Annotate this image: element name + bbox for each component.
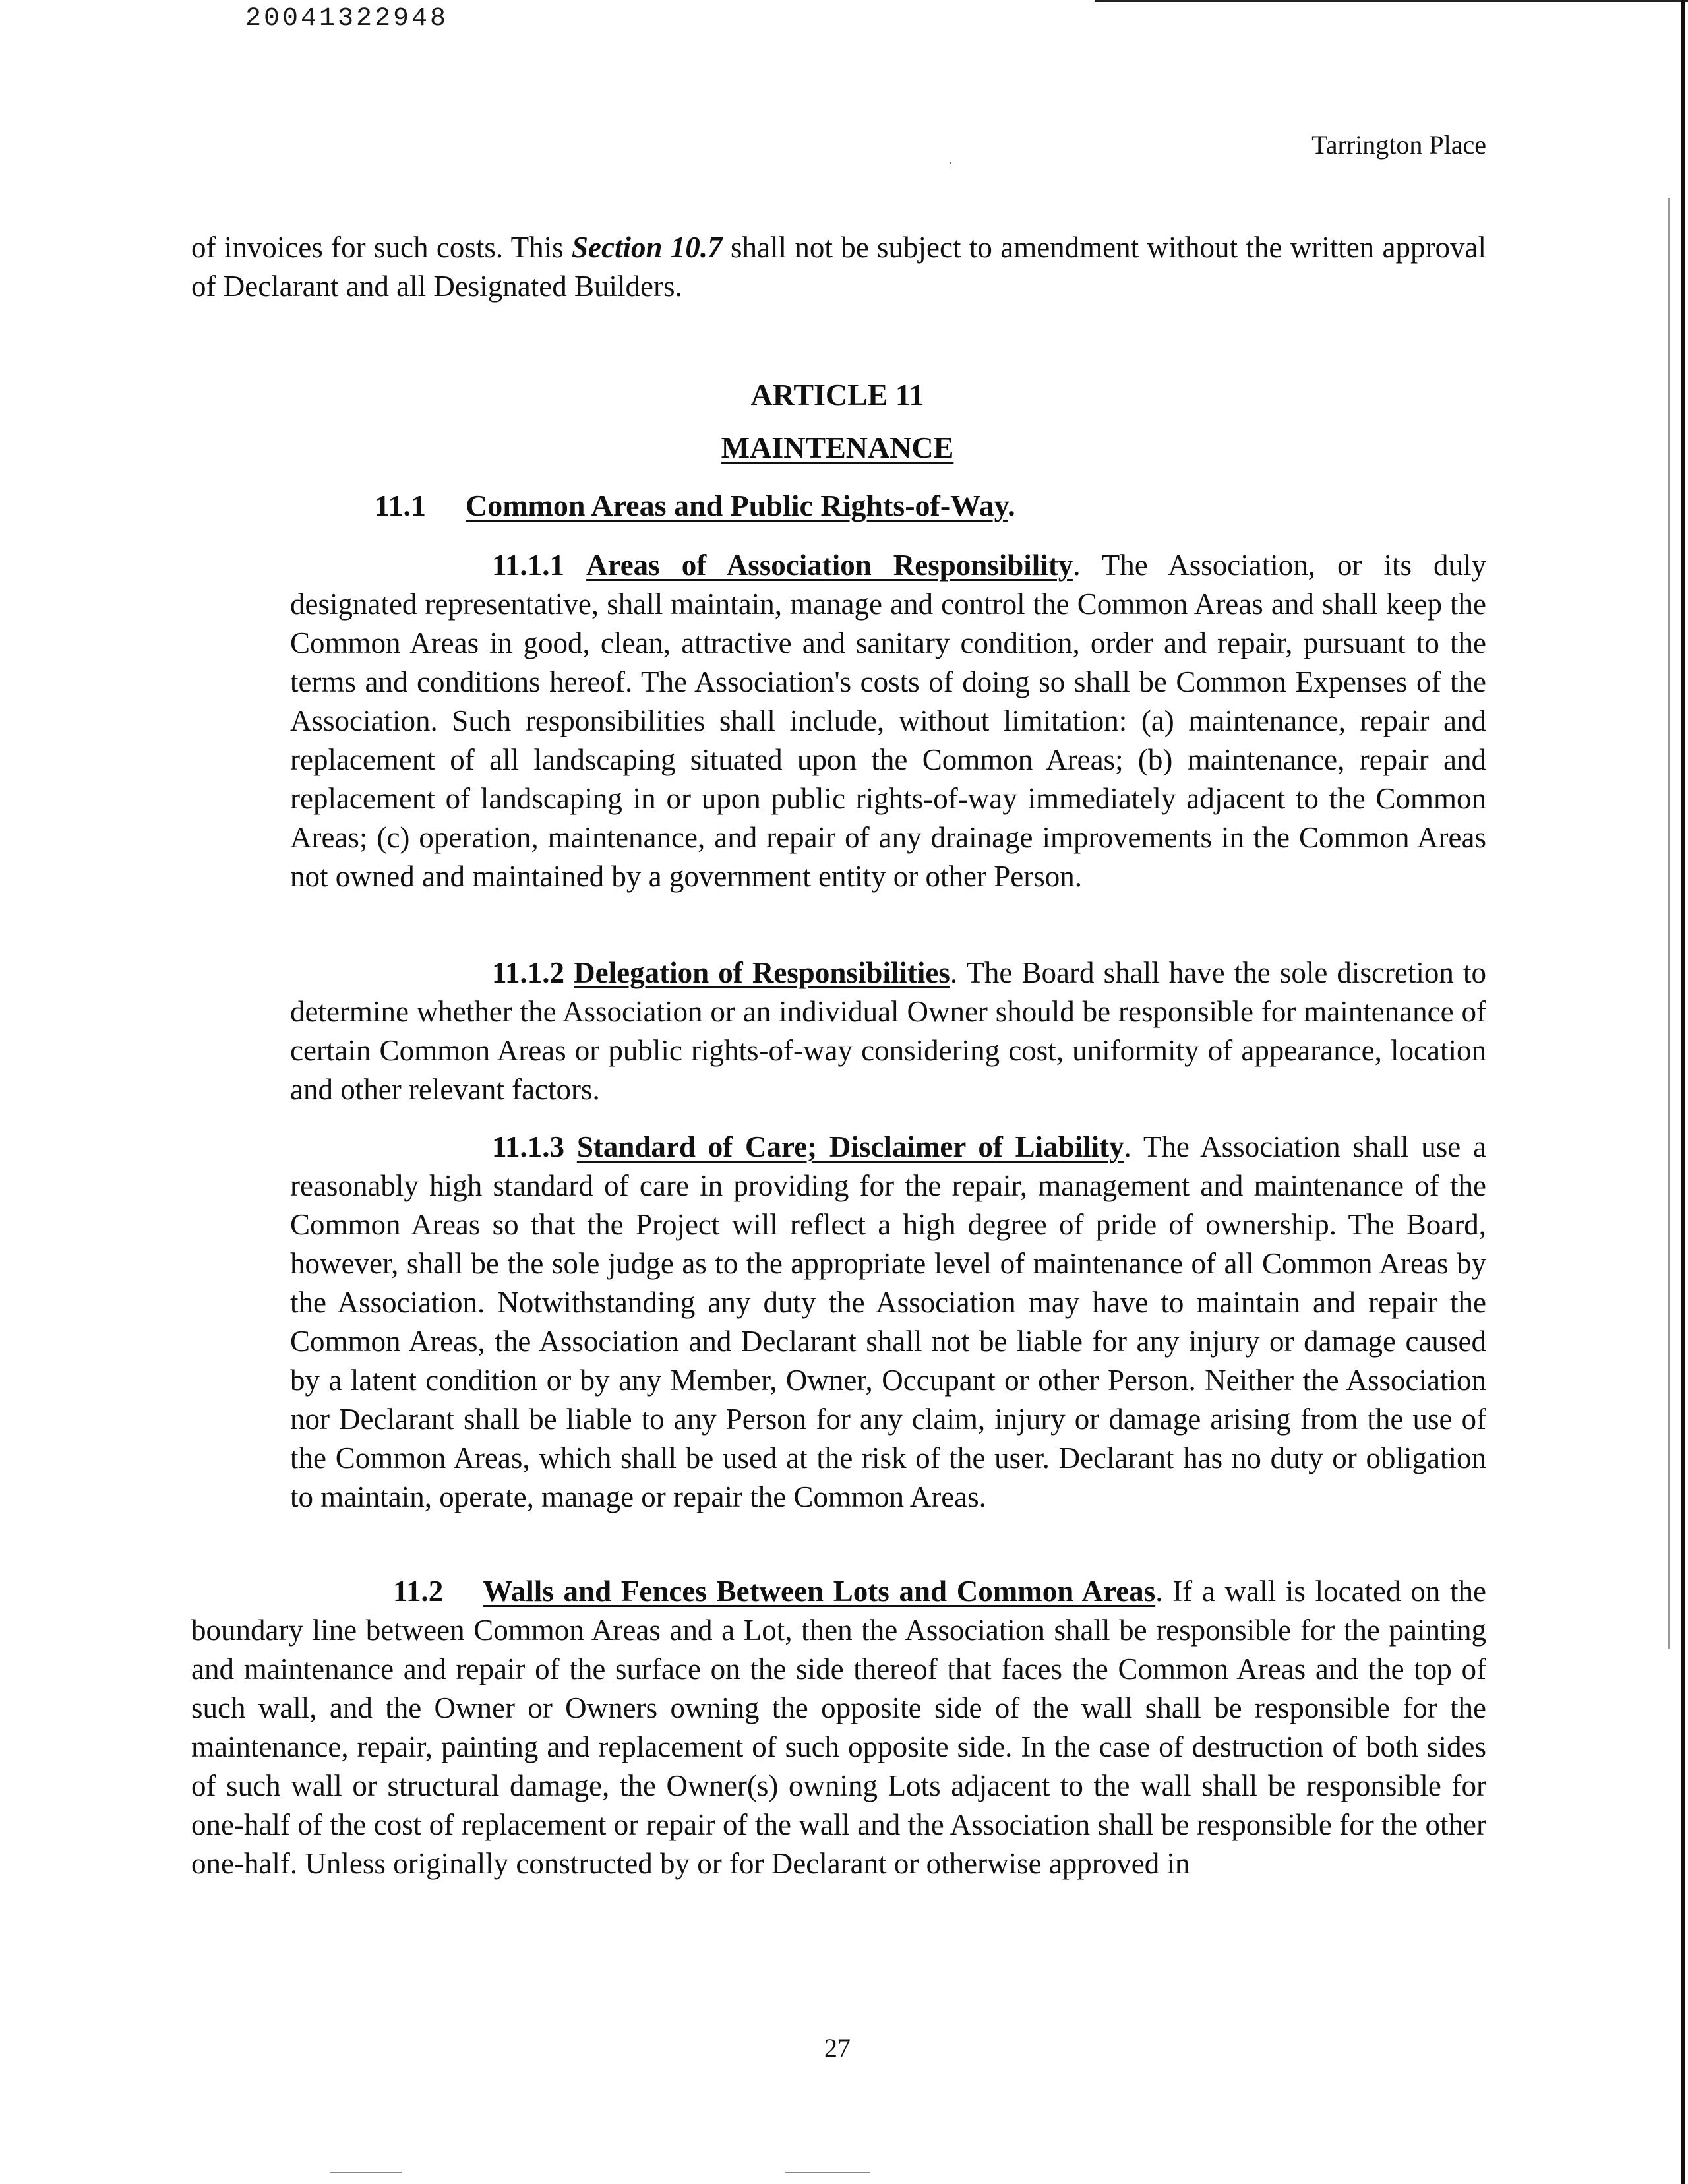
section-11-1-period: . bbox=[1008, 489, 1015, 522]
section-11-1-3-number: 11.1.3 bbox=[492, 1130, 565, 1163]
top-scan-rule bbox=[1095, 0, 1688, 2]
page-number: 27 bbox=[824, 2033, 851, 2063]
section-11-1-2-paragraph bbox=[290, 954, 1486, 1109]
section-11-1-2-title: Delegation of Responsibilities bbox=[574, 956, 950, 989]
section-reference: Section 10.7 bbox=[572, 231, 723, 264]
section-11-1-3-paragraph bbox=[290, 1128, 1486, 1517]
article-title-text: MAINTENANCE bbox=[721, 431, 954, 464]
right-scan-edge bbox=[1681, 0, 1685, 2184]
scan-line bbox=[1668, 198, 1670, 1649]
intro-text-2: shall not be subject to amendment without the written approval of Declarant and all Designated Builders. bbox=[191, 231, 1486, 303]
section-11-1-1-title: Areas of Association Responsibility bbox=[586, 549, 1073, 582]
section-11-1-3-body: . The Association shall use a reasonably high standard of care in providing for the repair, management and maintenance of the Common Areas so that the Project will reflect a high degree of pride of ownership. The Board, however, shall be the sole judge as to the appropriate level of maintenance of all Common Areas by the Association. Notwithstanding any duty the Association may have to maintain and repair the Common Areas, the Association and Declarant shall not be liable for any injury or damage caused by a latent condition or by any Member, Owner, Occupant or other Person. Neither the Association nor Declarant shall be liable to any Person for any claim, injury or damage arising from the use of the Common Areas, which shall be used at the risk of the user. Declarant has no duty or obligation to maintain, operate, manage or repair the Common Areas. bbox=[290, 1130, 1487, 1513]
article-title bbox=[0, 430, 1675, 465]
section-11-2-title: Walls and Fences Between Lots and Common Areas bbox=[483, 1575, 1156, 1608]
section-11-1-number: 11.1 bbox=[375, 489, 426, 522]
section-11-1-2-body: . The Board shall have the sole discretion to determine whether the Association or an individual Owner should be responsible for maintenance of certain Common Areas or public rights-of-way considering cost, uniformity of appearance, location and other relevant factors. bbox=[290, 956, 1487, 1106]
bottom-scan-mark bbox=[330, 2172, 402, 2173]
section-11-1-title: Common Areas and Public Rights-of-Way bbox=[465, 489, 1008, 522]
section-11-2-body: . If a wall is located on the boundary line between Common Areas and a Lot, then the Association shall be responsible for the painting and maintenance and repair of the surface on the side thereof that faces the Common Areas and the top of such wall, and the Owner or Owners owning the opposite side of the wall shall be responsible for the maintenance, repair, painting and replacement of such opposite side. In the case of destruction of both sides of such wall or structural damage, the Owner(s) owning Lots adjacent to the wall shall be responsible for one-half of the cost of replacement or repair of the wall and the Association shall be responsible for the other one-half. Unless originally constructed by or for Declarant or otherwise approved in bbox=[191, 1575, 1486, 1880]
scan-speck bbox=[950, 162, 951, 164]
section-11-1-1-number: 11.1.1 bbox=[492, 549, 565, 582]
document-number: 20041322948 bbox=[245, 4, 449, 34]
section-11-1-1-body: . The Association, or its duly designated representative, shall maintain, manage and control the Common Areas and shall keep the Common Areas in good, clean, attractive and sanitary condition, order and repair, pursuant to the terms and conditions hereof. The Association's costs of doing so shall be Common Expenses of the Association. Such responsibilities shall include, without limitation: (a) maintenance, repair and replacement of all landscaping situated upon the Common Areas; (b) maintenance, repair and replacement of landscaping in or upon public rights-of-way immediately adjacent to the Common Areas; (c) operation, maintenance, and repair of any drainage improvements in the Common Areas not owned and maintained by a government entity or other Person. bbox=[290, 549, 1487, 893]
section-11-2-paragraph bbox=[191, 1572, 1486, 1883]
intro-text-1: of invoices for such costs. This bbox=[191, 231, 572, 264]
section-11-1-1-paragraph bbox=[290, 546, 1486, 896]
running-header: Tarrington Place bbox=[1311, 130, 1486, 160]
section-11-1-heading bbox=[375, 488, 1015, 523]
section-11-1-3-title: Standard of Care; Disclaimer of Liability bbox=[576, 1130, 1124, 1163]
bottom-scan-mark bbox=[785, 2172, 870, 2173]
intro-paragraph bbox=[191, 228, 1486, 306]
section-11-2-number: 11.2 bbox=[393, 1575, 444, 1608]
article-label: ARTICLE 11 bbox=[750, 378, 924, 411]
section-11-1-2-number: 11.1.2 bbox=[492, 956, 565, 989]
